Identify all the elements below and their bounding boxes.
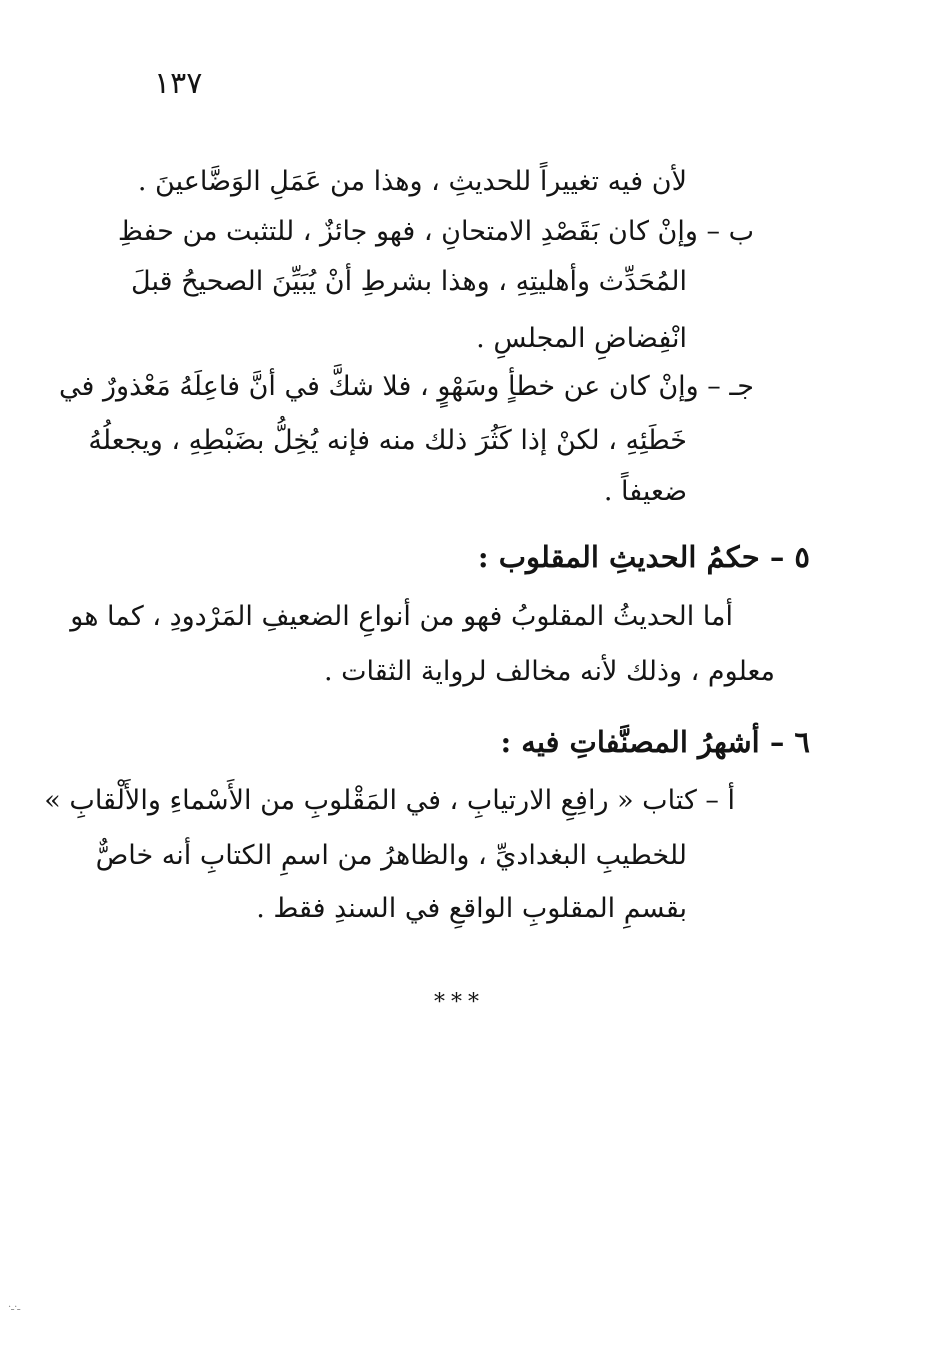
section-6-item-a-line-1: أ – كتاب « رافِعِ الارتيابِ ، في المَقْلوبِ من الأَسْماءِ والأَلْقابِ » xyxy=(44,785,735,816)
section-5-line-1: أما الحديثُ المقلوبُ فهو من أنواعِ الضعيفِ المَرْدودِ ، كما هو xyxy=(70,601,733,632)
end-of-section-stars: *** xyxy=(434,990,485,1015)
item-b-line-1: ب – وإنْ كان بَقَصْدِ الامتحانِ ، فهو جائزٌ ، للتثبت من حفظِ xyxy=(117,216,754,247)
page-number: ١٣٧ xyxy=(154,66,203,101)
section-6-item-a-line-3: بقسمِ المقلوبِ الواقعِ في السندِ فقط . xyxy=(256,893,687,924)
section-6-item-a-line-2: للخطيبِ البغداديِّ ، والظاهرُ من اسمِ الكتابِ أنه خاصٌّ xyxy=(95,840,687,871)
section-5-heading: ٥ – حكمُ الحديثِ المقلوب : xyxy=(477,540,810,574)
section-6-heading: ٦ – أشهرُ المصنَّفاتِ فيه : xyxy=(500,725,810,759)
item-j-line-3: ضعيفاً . xyxy=(603,476,687,507)
section-5-line-2: معلوم ، وذلك لأنه مخالف لرواية الثقات . xyxy=(323,656,775,687)
item-b-line-3: انْفِضاضِ المجلسِ . xyxy=(476,323,687,354)
item-j-line-2: خَطَئِهِ ، لكنْ إذا كَثُرَ ذلك منه فإنه يُخِلُّ بضَبْطِهِ ، ويجعلُهُ xyxy=(88,425,687,456)
paragraph-line: لأن فيه تغييراً للحديثِ ، وهذا من عَمَلِ الوَضَّاعينَ . xyxy=(137,166,687,197)
scan-corner-mark: ـ·ـ· xyxy=(8,1302,21,1313)
item-b-line-2: المُحَدِّث وأهليتِهِ ، وهذا بشرطِ أنْ يُبَيِّنَ الصحيحُ قبلَ xyxy=(131,266,687,297)
item-j-line-1: جـ – وإنْ كان عن خطأٍ وسَهْوٍ ، فلا شكَّ في أنَّ فاعِلَهُ مَعْذورٌ في xyxy=(59,371,754,402)
